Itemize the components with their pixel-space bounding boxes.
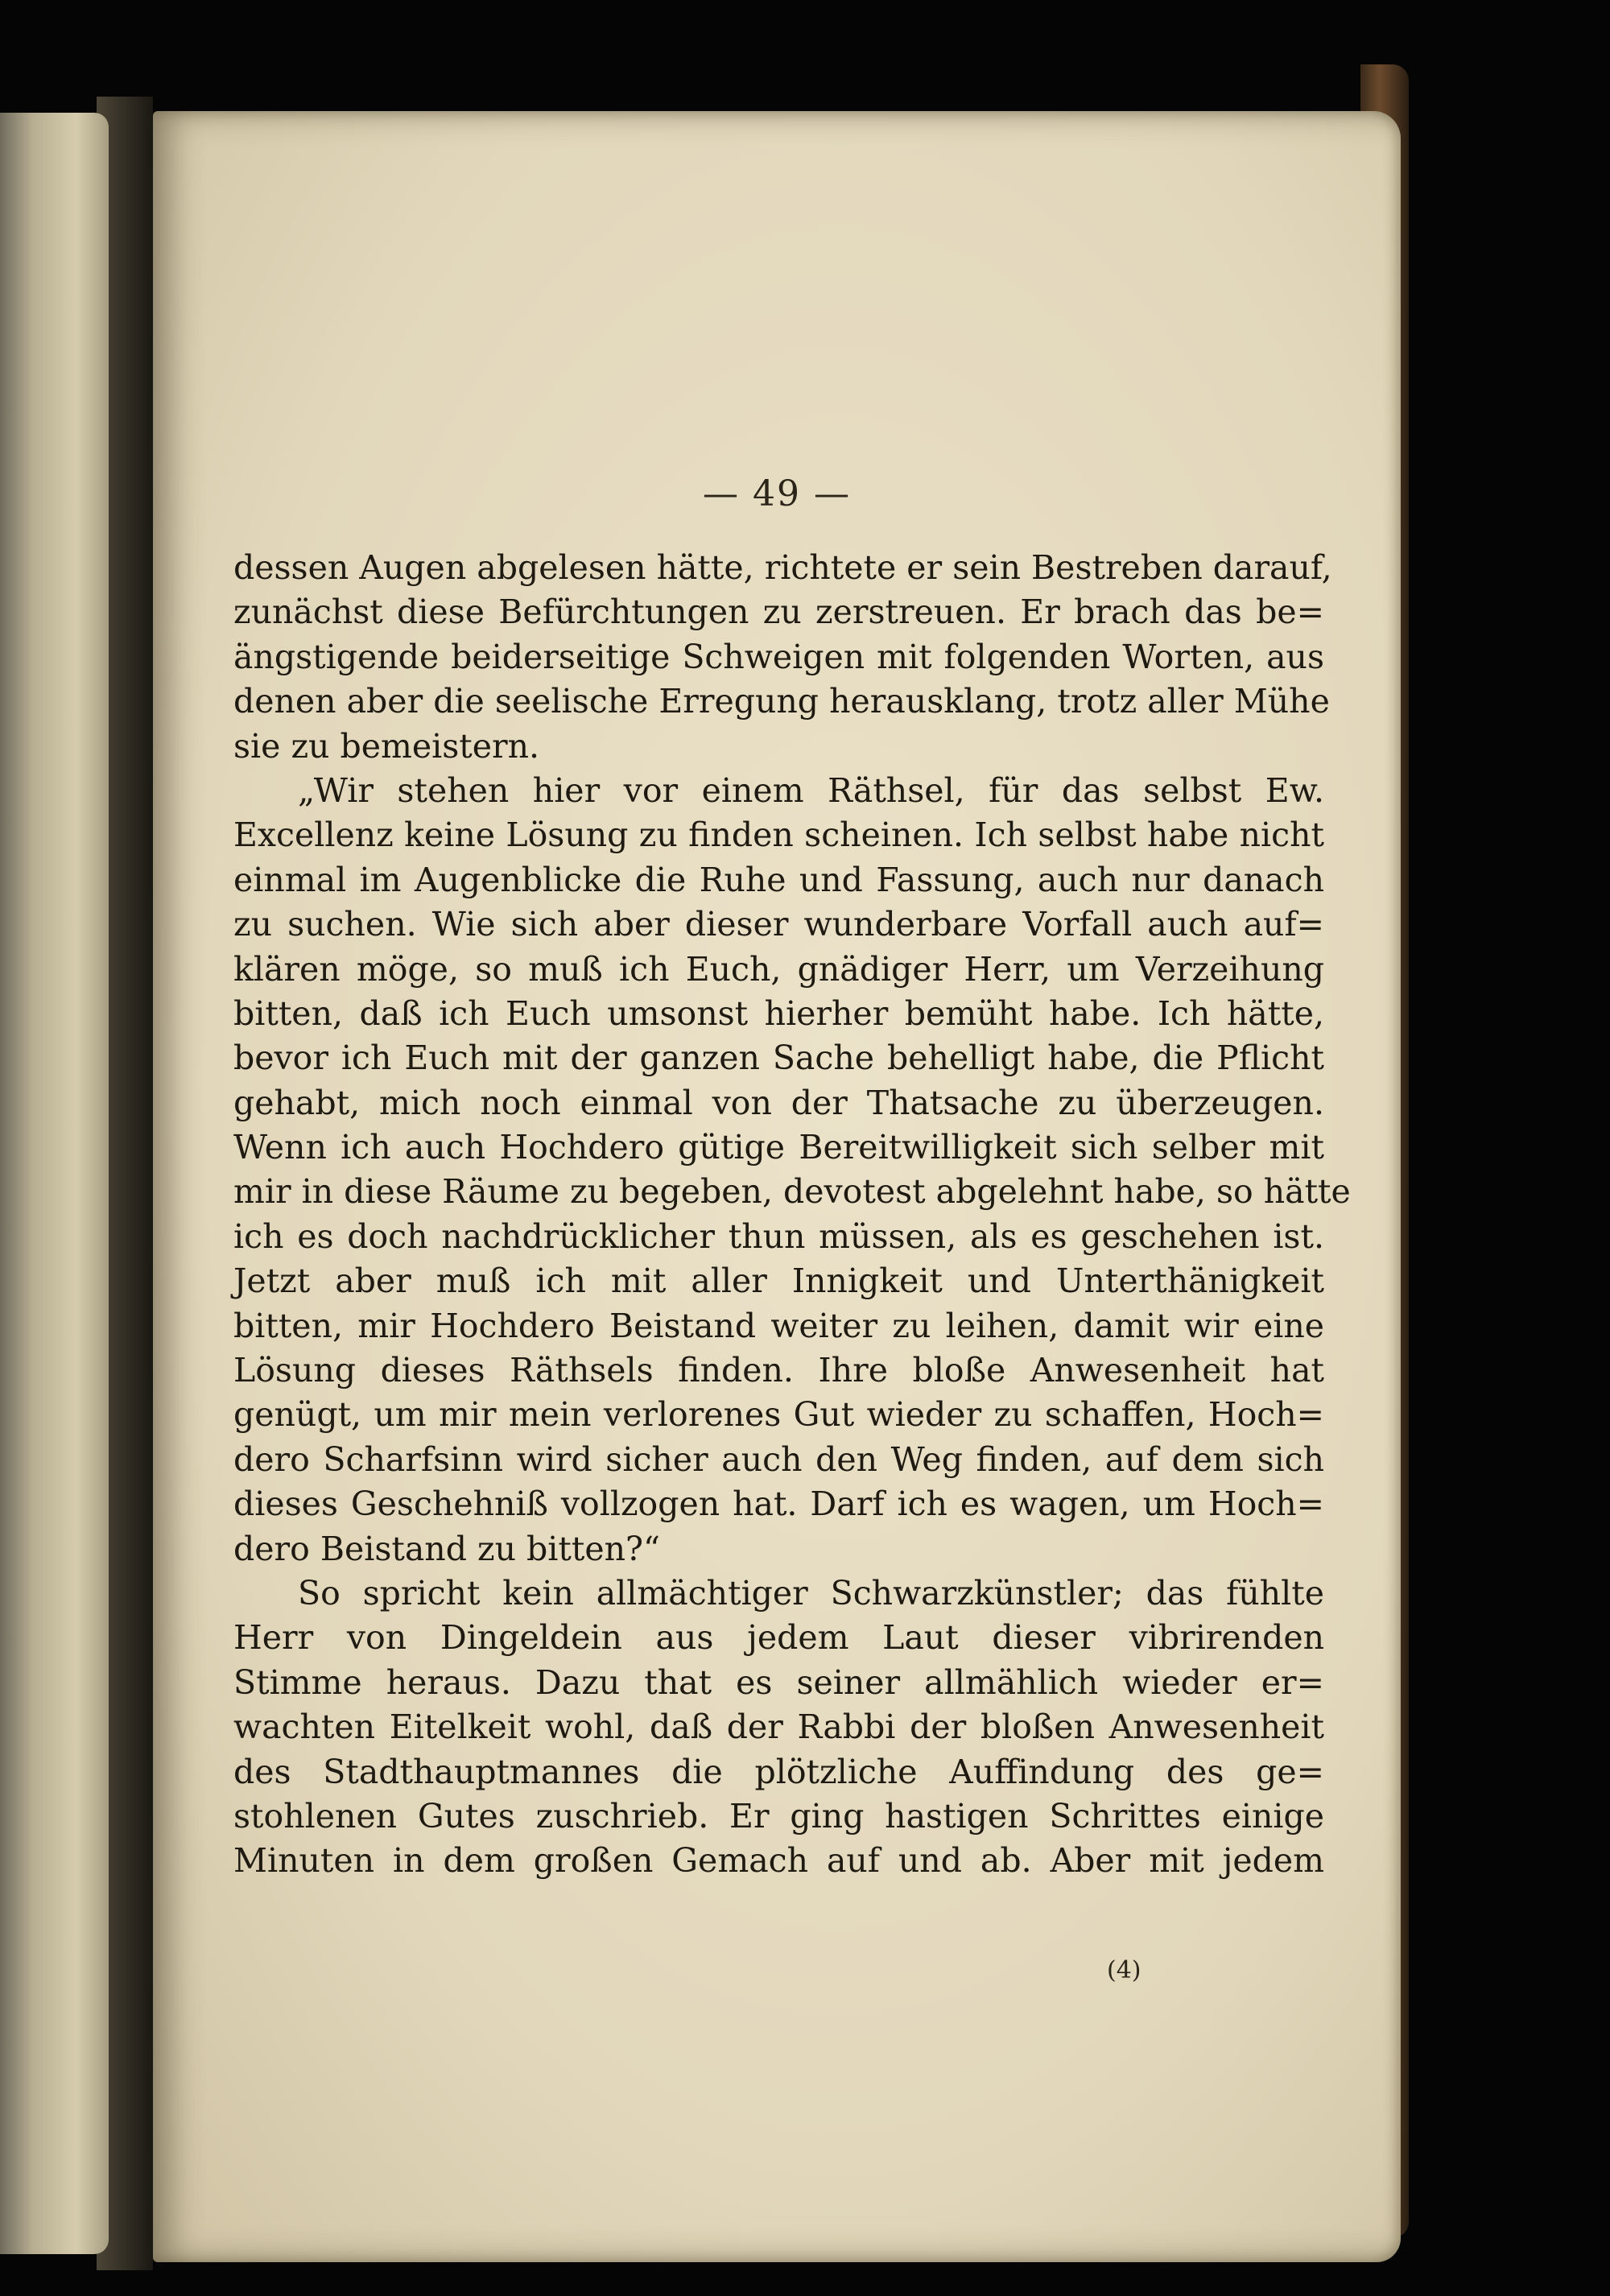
text-line: dessen Augen abgelesen hätte, richtete er sein Bestreben darauf, <box>233 548 1332 587</box>
text-line: bevor ich Euch mit der ganzen Sache behelligt habe, die Pflicht <box>233 1039 1324 1078</box>
text-line: Wenn ich auch Hochdero gütige Bereitwilligkeit sich selber mit <box>233 1128 1324 1167</box>
text-line: Excellenz keine Lösung zu finden scheinen. Ich selbst habe nicht <box>233 816 1324 855</box>
text-line: stohlenen Gutes zuschrieb. Er ging hastigen Schrittes einige <box>233 1796 1324 1836</box>
text-line: mir in diese Räume zu begeben, devotest abgelehnt habe, so hätte <box>233 1172 1351 1212</box>
text-line: bitten, daß ich Euch umsonst hierher bemüht habe. Ich hätte, <box>233 993 1324 1033</box>
text-line: gehabt, mich noch einmal von der Thatsache zu überzeugen. <box>233 1083 1324 1122</box>
text-line: zunächst diese Befürchtungen zu zerstreuen. Er brach das be= <box>233 593 1324 632</box>
text-line: dero Scharfsinn wird sicher auch den Weg finden, auf dem sich <box>233 1439 1324 1479</box>
text-line: ängstigende beiderseitige Schweigen mit folgenden Worten, aus <box>233 637 1324 676</box>
text-line: „Wir stehen hier vor einem Räthsel, für das selbst Ew. <box>298 770 1324 810</box>
text-line: dieses Geschehniß vollzogen hat. Darf ich es wagen, um Hoch= <box>233 1485 1324 1524</box>
text-line: Minuten in dem großen Gemach auf und ab. Aber mit jedem <box>233 1841 1324 1881</box>
page-number: — 49 — <box>703 473 851 514</box>
body-text <box>233 546 1351 1884</box>
signature-mark: (4) <box>1107 1956 1141 1984</box>
text-line: sie zu bemeistern. <box>233 726 540 766</box>
text-line: ich es doch nachdrücklicher thun müssen, als es geschehen ist. <box>233 1216 1324 1256</box>
text-line: bitten, mir Hochdero Beistand weiter zu leihen, damit wir eine <box>233 1306 1324 1345</box>
text-line: einmal im Augenblicke die Ruhe und Fassung, auch nur danach <box>233 860 1324 899</box>
text-line: klären möge, so muß ich Euch, gnädiger Herr, um Verzeihung <box>233 949 1324 989</box>
text-line: So spricht kein allmächtiger Schwarzkünstler; das fühlte <box>298 1573 1324 1613</box>
text-line: genügt, um mir mein verlorenes Gut wieder zu schaffen, Hoch= <box>233 1395 1324 1435</box>
text-line: Stimme heraus. Dazu that es seiner allmählich wieder er= <box>233 1662 1324 1702</box>
text-line: wachten Eitelkeit wohl, daß der Rabbi der bloßen Anwesenheit <box>233 1708 1324 1747</box>
text-line: zu suchen. Wie sich aber dieser wunderbare Vorfall auch auf= <box>233 905 1324 944</box>
book-page <box>153 111 1401 2262</box>
text-line: des Stadthauptmannes die plötzliche Auffindung des ge= <box>233 1752 1324 1791</box>
text-line: Herr von Dingeldein aus jedem Laut dieser vibrirenden <box>233 1618 1324 1658</box>
text-line: Lösung dieses Räthsels finden. Ihre bloße Anwesenheit hat <box>233 1351 1324 1390</box>
text-line: denen aber die seelische Erregung herausklang, trotz aller Mühe <box>233 682 1330 721</box>
text-line: dero Beistand zu bitten?“ <box>233 1529 660 1568</box>
text-line: Jetzt aber muß ich mit aller Innigkeit und Unterthänigkeit <box>233 1262 1324 1301</box>
left-page-edge <box>0 113 109 2254</box>
